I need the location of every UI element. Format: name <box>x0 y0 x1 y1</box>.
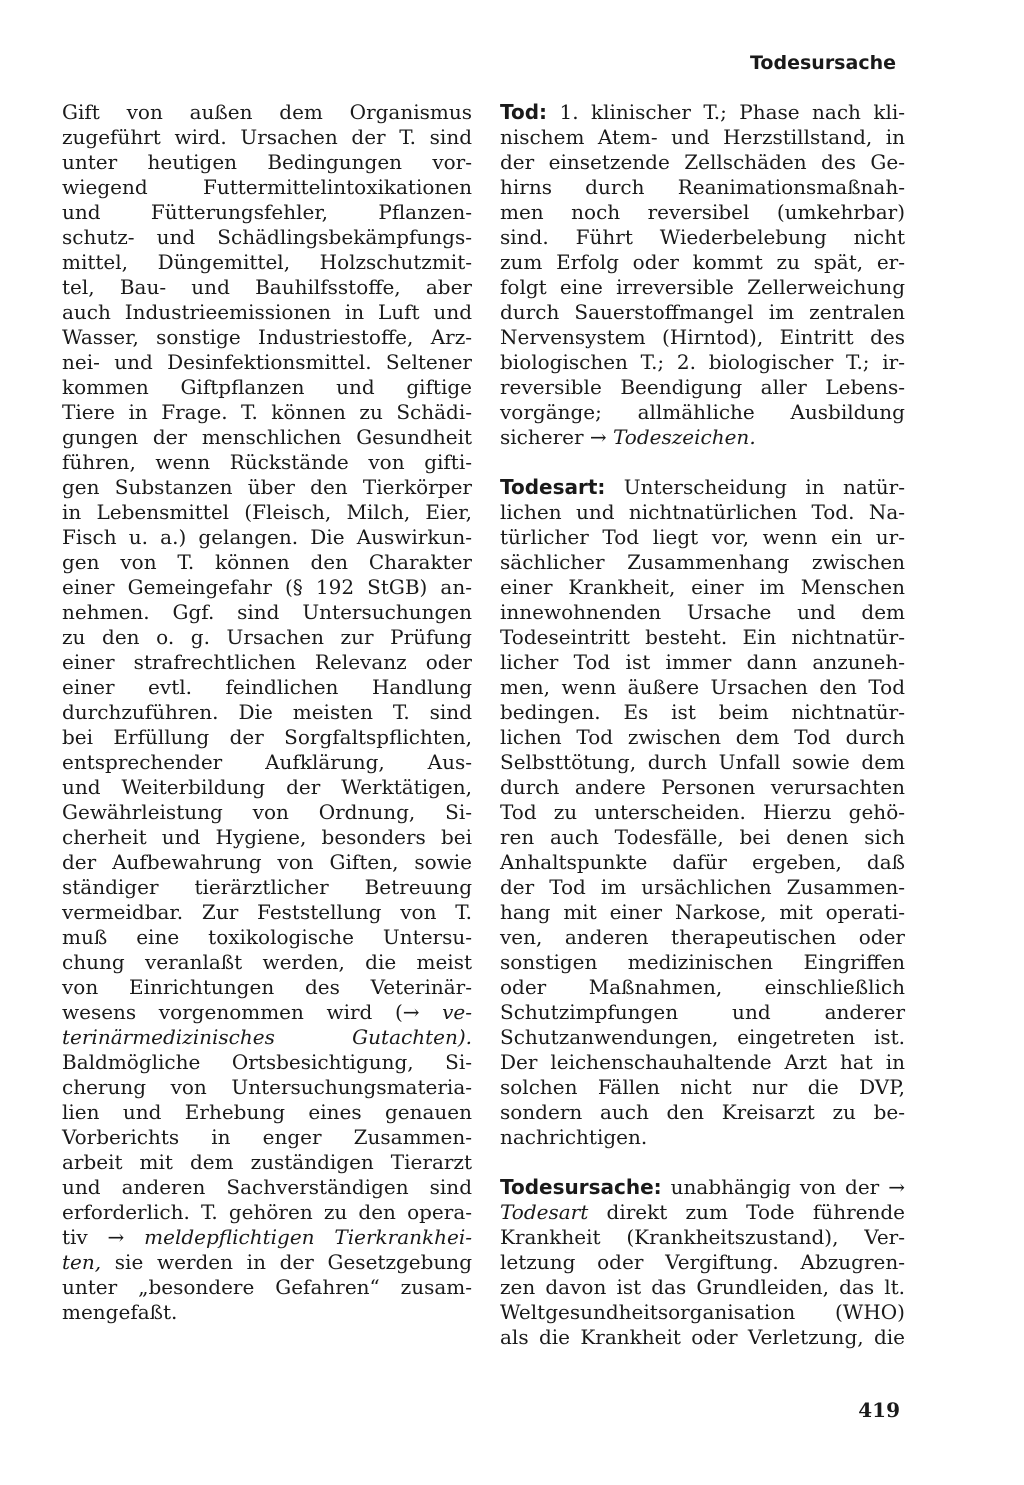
body-text: auch Industrieemissionen in Luft und <box>62 300 472 324</box>
right-column <box>500 100 905 1350</box>
text-line <box>62 175 472 200</box>
body-text: zen davon ist das Grundleiden, das lt. <box>500 1275 905 1299</box>
body-text: durch Sauerstoffmangel im zentralen <box>500 300 905 324</box>
running-head: Todesursache <box>750 52 896 74</box>
body-text: sicherer → <box>500 425 614 449</box>
text-line <box>62 400 472 425</box>
body-text: lichen und nichtnatürlichen Tod. Na- <box>500 500 905 524</box>
body-text: ständiger tierärztlicher Betreuung <box>62 875 472 899</box>
text-line <box>62 1100 472 1125</box>
body-text: einer Krankheit, einer im Menschen <box>500 575 905 599</box>
text-line <box>500 750 905 775</box>
text-line <box>62 950 472 975</box>
cross-reference-text: ten, <box>62 1250 102 1274</box>
body-text: nehmen. Ggf. sind Untersuchungen <box>62 600 472 624</box>
text-line <box>500 1325 905 1350</box>
text-line <box>62 1075 472 1100</box>
page-number: 419 <box>858 1398 900 1422</box>
text-line <box>62 300 472 325</box>
body-text: sondern auch den Kreisarzt zu be- <box>500 1100 905 1124</box>
body-text: hirns durch Reanimationsmaßnah- <box>500 175 905 199</box>
text-line <box>62 625 472 650</box>
body-text: sonstigen medizinischen Eingriffen <box>500 950 905 974</box>
body-text: mittel, Düngemittel, Holzschutzmit- <box>62 250 472 274</box>
text-line <box>62 125 472 150</box>
text-line <box>500 950 905 975</box>
body-text: unter heutigen Bedingungen vor- <box>62 150 472 174</box>
text-line <box>500 1025 905 1050</box>
body-text: lien und Erhebung eines genauen <box>62 1100 472 1124</box>
body-text: Weltgesundheitsorganisation (WHO) <box>500 1300 905 1324</box>
text-line <box>500 325 905 350</box>
text-line <box>500 225 905 250</box>
body-text: cherung von Untersuchungsmateria- <box>62 1075 472 1099</box>
text-line <box>500 625 905 650</box>
body-text: führen, wenn Rückstände von gifti- <box>62 450 472 474</box>
text-line <box>500 125 905 150</box>
body-text: erforderlich. T. gehören zu den operа- <box>62 1200 472 1224</box>
body-text: Schutzanwendungen, eingetreten ist. <box>500 1025 905 1049</box>
cross-reference-text: Todeszeichen. <box>613 425 756 449</box>
text-line <box>62 1250 472 1275</box>
text-line <box>500 400 905 425</box>
text-line <box>62 1050 472 1075</box>
body-text: und Fütterungsfehler, Pflanzen- <box>62 200 472 224</box>
text-line <box>500 1075 905 1100</box>
text-line <box>62 1275 472 1300</box>
text-line <box>500 275 905 300</box>
body-text: nischem Atem- und Herzstillstand, in <box>500 125 905 149</box>
cross-reference-text: Todesart <box>500 1200 589 1224</box>
text-line <box>500 1125 905 1150</box>
text-line <box>62 1300 472 1325</box>
text-line <box>500 1100 905 1125</box>
body-text: zugeführt wird. Ursachen der T. sind <box>62 125 472 149</box>
body-text: direkt zum Tode führende <box>588 1200 905 1224</box>
body-text: nachrichtigen. <box>500 1125 648 1149</box>
text-line <box>62 800 472 825</box>
body-text: tel, Bau- und Bauhilfsstoffe, aber <box>62 275 472 299</box>
body-text: einer Gemeingefahr (§ 192 StGB) an- <box>62 575 472 599</box>
body-text: licher Tod ist immer dann anzuneh- <box>500 650 905 674</box>
body-text: gen Substanzen über den Tierkörper <box>62 475 472 499</box>
body-text: Vorberichts in enger Zusammen- <box>62 1125 472 1149</box>
body-text: unabhängig von der → <box>661 1175 905 1199</box>
body-text: und Weiterbildung der Werktätigen, <box>62 775 472 799</box>
text-line <box>62 500 472 525</box>
text-line <box>500 1275 905 1300</box>
text-line <box>500 875 905 900</box>
text-line <box>500 800 905 825</box>
body-text: letzung oder Vergiftung. Abzugren- <box>500 1250 905 1274</box>
text-line <box>500 725 905 750</box>
text-line <box>500 550 905 575</box>
body-text: bei Erfüllung der Sorgfaltspflichten, <box>62 725 472 749</box>
text-line <box>500 900 905 925</box>
text-line <box>62 225 472 250</box>
text-line <box>500 1300 905 1325</box>
text-line <box>500 650 905 675</box>
body-text: Gift von außen dem Organismus <box>62 100 472 124</box>
text-line <box>62 850 472 875</box>
body-text: hang mit einer Narkose, mit operati- <box>500 900 905 924</box>
text-line <box>500 1050 905 1075</box>
body-text: men, wenn äußere Ursachen den Tod <box>500 675 905 699</box>
body-text: zu den o. g. Ursachen zur Prüfung <box>62 625 472 649</box>
text-line <box>62 925 472 950</box>
text-line <box>62 475 472 500</box>
body-text: durch andere Personen verursachten <box>500 775 905 799</box>
body-text: einer evtl. feindlichen Handlung <box>62 675 472 699</box>
text-line <box>62 1000 472 1025</box>
text-line <box>500 350 905 375</box>
entry-term: Todesursache: <box>500 1175 662 1199</box>
body-text: und anderen Sachverständigen sind <box>62 1175 472 1199</box>
text-line <box>62 750 472 775</box>
body-text: von Einrichtungen des Veterinär- <box>62 975 472 999</box>
body-text: entsprechender Aufklärung, Aus- <box>62 750 472 774</box>
body-text: als die Krankheit oder Verletzung, die <box>500 1325 905 1349</box>
body-text: sächlicher Zusammenhang zwischen <box>500 550 905 574</box>
text-line <box>500 925 905 950</box>
text-line <box>62 275 472 300</box>
text-line <box>500 500 905 525</box>
body-text: tiv → <box>62 1225 145 1249</box>
body-text: 1. klinischer T.; Phase nach kli- <box>547 100 905 124</box>
text-line <box>62 1175 472 1200</box>
entry-term: Todesart: <box>500 475 606 499</box>
text-line <box>500 525 905 550</box>
body-text: bedingen. Es ist beim nichtnatür- <box>500 700 905 724</box>
body-text: ven, anderen therapeutischen oder <box>500 925 905 949</box>
text-line <box>62 775 472 800</box>
body-text: schutz- und Schädlingsbekämpfungs- <box>62 225 472 249</box>
body-text: kommen Giftpflanzen und giftige <box>62 375 472 399</box>
body-text: Anhaltspunkte dafür ergeben, daß <box>500 850 905 874</box>
body-text: sie werden in der Gesetzgebung <box>101 1250 472 1274</box>
text-line <box>500 1250 905 1275</box>
body-text: Fisch u. a.) gelangen. Die Auswirkun- <box>62 525 472 549</box>
body-text: türlicher Tod liegt vor, wenn ein ur- <box>500 525 905 549</box>
text-line <box>500 825 905 850</box>
entry-todesursache <box>500 1175 905 1350</box>
body-text: Unterscheidung in natür- <box>605 475 905 499</box>
text-line <box>62 1025 472 1050</box>
text-line <box>500 675 905 700</box>
text-line <box>500 850 905 875</box>
entry-term: Tod: <box>500 100 548 124</box>
body-text: Tiere in Frage. T. können zu Schädi- <box>62 400 472 424</box>
text-line <box>62 975 472 1000</box>
text-line <box>500 250 905 275</box>
text-line <box>500 1225 905 1250</box>
body-text: ren auch Todesfälle, bei denen sich <box>500 825 905 849</box>
body-text: unter „besondere Gefahren“ zusam- <box>62 1275 472 1299</box>
cross-reference-text: meldepflichtigen Tierkrankhei- <box>144 1225 472 1249</box>
body-text: Selbsttötung, durch Unfall sowie dem <box>500 750 905 774</box>
left-column <box>62 100 472 1325</box>
body-text: Der leichenschauhaltende Arzt hat in <box>500 1050 905 1074</box>
body-text: Krankheit (Krankheitszustand), Ver- <box>500 1225 905 1249</box>
body-text: einer strafrechtlichen Relevanz oder <box>62 650 472 674</box>
body-text: men noch reversibel (umkehrbar) <box>500 200 905 224</box>
body-text: muß eine toxikologische Untersu- <box>62 925 472 949</box>
cross-reference-text: ve- <box>442 1000 472 1024</box>
body-text: wesens vorgenommen wird (→ <box>62 1000 443 1024</box>
text-line <box>62 1225 472 1250</box>
body-text: Tod zu unterscheiden. Hierzu gehö- <box>500 800 905 824</box>
text-line <box>500 975 905 1000</box>
body-text: arbeit mit dem zuständigen Tierarzt <box>62 1150 472 1174</box>
body-text: wiegend Futtermittelintoxikationen <box>62 175 472 199</box>
body-text: vorgänge; allmähliche Ausbildung <box>500 400 905 424</box>
text-line <box>500 200 905 225</box>
body-text: Baldmögliche Ortsbesichtigung, Si- <box>62 1050 472 1074</box>
text-line <box>62 700 472 725</box>
body-text: cherheit und Hygiene, besonders bei <box>62 825 472 849</box>
text-line <box>62 725 472 750</box>
text-line <box>500 575 905 600</box>
text-line <box>500 375 905 400</box>
text-line <box>500 1175 905 1200</box>
body-text: lichen Tod zwischen dem Tod durch <box>500 725 905 749</box>
body-text: Nervensystem (Hirntod), Eintritt des <box>500 325 905 349</box>
body-text: zum Erfolg oder kommt zu spät, er- <box>500 250 905 274</box>
body-text: Schutzimpfungen und anderer <box>500 1000 905 1024</box>
text-line <box>62 150 472 175</box>
text-line <box>500 150 905 175</box>
entry-todesart <box>500 475 905 1150</box>
text-line <box>62 1125 472 1150</box>
body-text: vermeidbar. Zur Feststellung von T. <box>62 900 472 924</box>
text-line <box>62 1200 472 1225</box>
body-text: chung veranlaßt werden, die meist <box>62 950 472 974</box>
text-line <box>62 575 472 600</box>
body-text: oder Maßnahmen, einschließlich <box>500 975 905 999</box>
text-line <box>500 1000 905 1025</box>
text-line <box>500 475 905 500</box>
text-line <box>500 700 905 725</box>
text-line <box>62 250 472 275</box>
body-text: reversible Beendigung aller Lebens- <box>500 375 905 399</box>
text-line <box>62 650 472 675</box>
body-text: solchen Fällen nicht nur die DVP, <box>500 1075 905 1099</box>
body-text: sind. Führt Wiederbelebung nicht <box>500 225 905 249</box>
body-text: folgt eine irreversible Zellerweichung <box>500 275 905 299</box>
text-line <box>500 425 905 450</box>
text-line <box>62 875 472 900</box>
body-text: der Tod im ursächlichen Zusammen- <box>500 875 905 899</box>
body-text: in Lebensmittel (Fleisch, Milch, Eier, <box>62 500 472 524</box>
text-line <box>500 600 905 625</box>
text-line <box>500 175 905 200</box>
text-line <box>62 450 472 475</box>
body-text: Todeseintritt besteht. Ein nichtnatür- <box>500 625 905 649</box>
body-text: nei- und Desinfektionsmittel. Seltener <box>62 350 472 374</box>
entry-tod <box>500 100 905 450</box>
text-line <box>500 100 905 125</box>
text-line <box>62 825 472 850</box>
body-text: Wasser, sonstige Industriestoffe, Arz- <box>62 325 472 349</box>
text-line <box>62 350 472 375</box>
text-line <box>62 600 472 625</box>
text-line <box>62 550 472 575</box>
text-line <box>500 300 905 325</box>
text-line <box>500 775 905 800</box>
text-line <box>500 1200 905 1225</box>
text-line <box>62 200 472 225</box>
text-line <box>62 1150 472 1175</box>
text-line <box>62 675 472 700</box>
text-line <box>62 325 472 350</box>
body-text: der Aufbewahrung von Giften, sowie <box>62 850 472 874</box>
text-line <box>62 100 472 125</box>
body-text: mengefaßt. <box>62 1300 178 1324</box>
body-text: der einsetzende Zellschäden des Ge- <box>500 150 905 174</box>
body-text: Gewährleistung von Ordnung, Si- <box>62 800 472 824</box>
text-line <box>62 525 472 550</box>
body-text: biologischen T.; 2. biologischer T.; ir- <box>500 350 905 374</box>
text-line <box>62 375 472 400</box>
text-line <box>62 900 472 925</box>
body-text: durchzuführen. Die meisten T. sind <box>62 700 472 724</box>
body-text: gen von T. können den Charakter <box>62 550 472 574</box>
paragraph-gap <box>500 450 905 475</box>
body-text: gungen der menschlichen Gesundheit <box>62 425 472 449</box>
text-line <box>62 425 472 450</box>
cross-reference-text: terinärmedizinisches Gutachten). <box>62 1025 472 1049</box>
paragraph-gap <box>500 1150 905 1175</box>
body-text: innewohnenden Ursache und dem <box>500 600 905 624</box>
